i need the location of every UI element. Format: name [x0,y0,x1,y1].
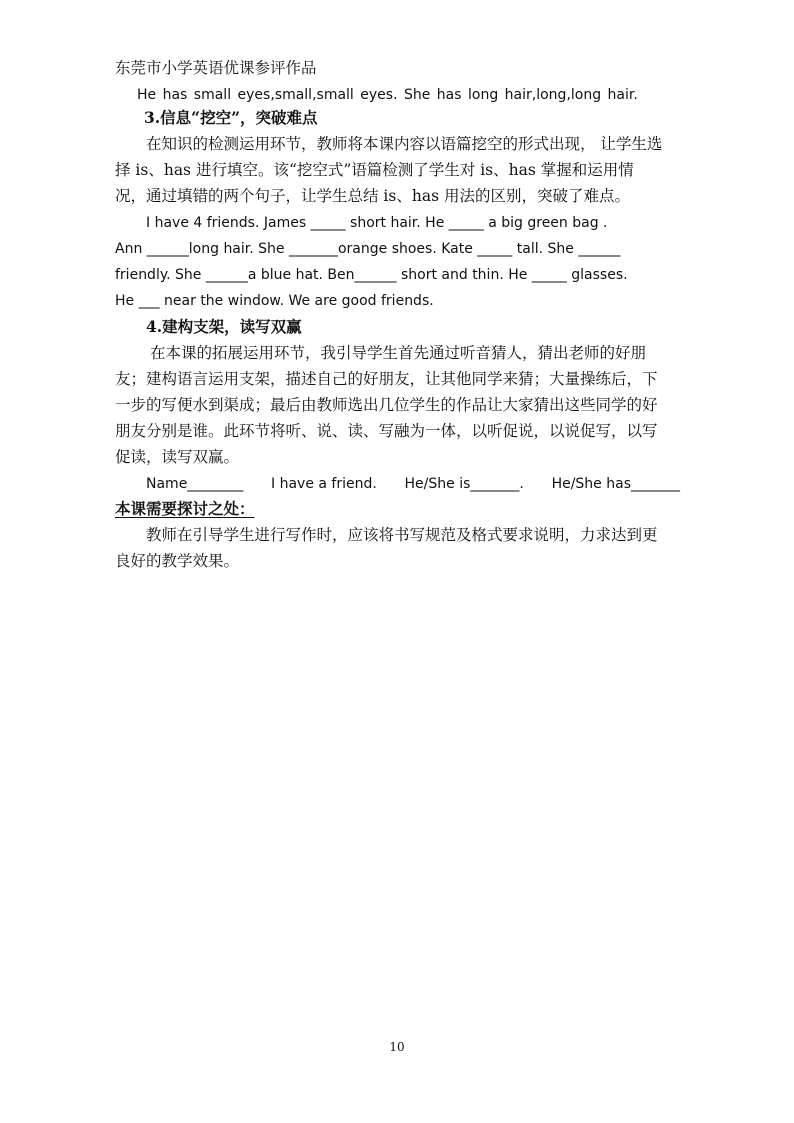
exercise-line: I have 4 friends. James _____ short hair. He _____ a big green bag . [146,215,608,231]
form-is: He/She is_______. [404,476,524,492]
discussion-paragraph-line: 良好的教学效果。 [115,552,240,570]
page-number: 10 [389,1040,405,1054]
section-4-paragraph-line: 友；建构语言运用支架，描述自己的好朋友，让其他同学来猜；大量操练后，下 [115,370,658,388]
section-3-paragraph-line: 况，通过填错的两个句子，让学生总结 is、has 用法的区别，突破了难点。 [115,187,630,205]
exercise-line: He ___ near the window. We are good friends. [115,293,434,309]
section-3-heading: 3.信息“挖空”，突破难点 [144,108,318,127]
section-4-paragraph-line: 在本课的拓展运用环节，我引导学生首先通过听音猜人，猜出老师的好朋 [150,344,647,362]
exercise-line: friendly. She ______a blue hat. Ben______ short and thin. He _____ glasses. [115,267,628,283]
section-4-heading: 4.建构支架，读写双赢 [146,317,302,336]
section-3-paragraph-line: 在知识的检测运用环节，教师将本课内容以语篇挖空的形式出现， 让学生选 [146,135,663,153]
form-friend: I have a friend. [271,476,377,492]
form-has: He/She has_______ [551,476,680,492]
section-3-paragraph-line: 择 is、has 进行填空。该“挖空式”语篇检测了学生对 is、has 掌握和运用情 [115,161,634,179]
header-title: 东莞市小学英语优课参评作品 [115,59,317,77]
section-4-paragraph-line: 一步的写便水到渠成；最后由教师选出几位学生的作品让大家猜出这些同学的好 [115,396,658,414]
writing-frame [146,473,680,495]
exercise-line: Ann ______long hair. She _______orange shoes. Kate _____ tall. She ______ [115,241,621,257]
example-eyes-hair: He has small eyes,small,small eyes. She has long hair,long,long hair. [137,87,638,103]
form-name: Name________ [146,476,244,492]
section-4-paragraph-line: 朋友分别是谁。此环节将听、说、读、写融为一体，以听促说，以说促写，以写 [115,422,658,440]
section-4-paragraph-line: 促读，读写双赢。 [115,448,240,466]
discussion-heading: 本课需要探讨之处： [115,499,255,518]
discussion-paragraph-line: 教师在引导学生进行写作时，应该将书写规范及格式要求说明，力求达到更 [146,526,658,544]
